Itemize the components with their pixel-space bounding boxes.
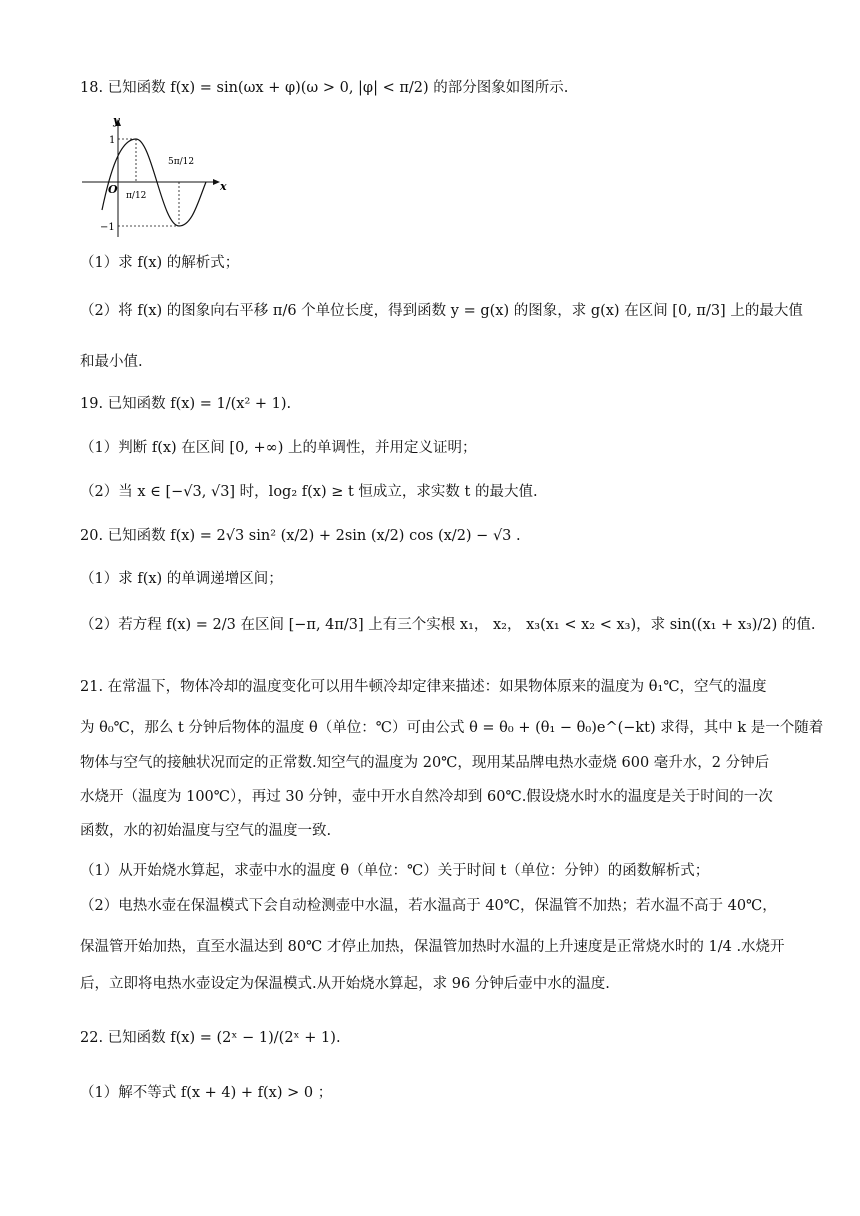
problem-21-line-2: 为 θ₀℃，那么 t 分钟后物体的温度 θ（单位：℃）可由公式 θ = θ₀ + (θ₁ − θ₀)e^(−kt) 求得，其中 k 是一个随着 [80,720,824,736]
origin-label: O [108,183,118,196]
problem-18-figure [80,112,230,242]
y-axis-label: y [113,114,120,127]
tick-pi-over-12-label: π/12 [126,191,147,201]
x-axis-arrow [213,179,220,185]
problem-21-part-1: （1）从开始烧水算起，求壶中水的温度 θ（单位：℃）关于时间 t（单位：分钟）的函数解析式； [80,863,710,879]
sine-graph [80,112,230,242]
problem-18-stem: 18. 已知函数 f(x) = sin(ωx + φ)(ω > 0, |φ| < π/2) 的部分图象如图所示. [80,80,569,96]
problem-21-line-1: 21. 在常温下，物体冷却的温度变化可以用牛顿冷却定律来描述：如果物体原来的温度为 θ₁℃，空气的温度 [80,679,767,695]
problem-21-line-5: 函数，水的初始温度与空气的温度一致. [80,823,332,839]
y-min-label: −1 [100,222,115,233]
problem-21-part-2-line-1: （2）电热水壶在保温模式下会自动检测壶中水温，若水温高于 40℃，保温管不加热；若水温不高于 40℃， [80,898,777,914]
x-axis-label: x [220,180,227,193]
problem-21-part-2-line-3: 后，立即将电热水壶设定为保温模式.从开始烧水算起，求 96 分钟后壶中水的温度. [80,976,610,992]
tick-5pi-over-12-label: 5π/12 [168,157,195,167]
y-max-label: 1 [109,135,116,146]
problem-22-part-1: （1）解不等式 f(x + 4) + f(x) > 0 ； [80,1085,333,1101]
problem-21-line-3: 物体与空气的接触状况而定的正常数.知空气的温度为 20℃，现用某品牌电热水壶烧 600 毫升水，2 分钟后 [80,755,770,771]
problem-20-stem: 20. 已知函数 f(x) = 2√3 sin² (x/2) + 2sin (x/2) cos (x/2) − √3 . [80,528,521,544]
problem-18-part-2-line-1: （2）将 f(x) 的图象向右平移 π/6 个单位长度，得到函数 y = g(x) 的图象，求 g(x) 在区间 [0, π/3] 上的最大值 [80,303,803,319]
problem-22-stem: 22. 已知函数 f(x) = (2ˣ − 1)/(2ˣ + 1). [80,1030,341,1046]
problem-21-part-2-line-2: 保温管开始加热，直至水温达到 80℃ 才停止加热，保温管加热时水温的上升速度是正常烧水时的 1/4 .水烧开 [80,939,785,955]
problem-19-part-1: （1）判断 f(x) 在区间 [0, +∞) 上的单调性，并用定义证明； [80,440,477,456]
problem-19-stem: 19. 已知函数 f(x) = 1/(x² + 1). [80,396,292,412]
problem-18-part-1: （1）求 f(x) 的解析式； [80,255,240,271]
problem-21-line-4: 水烧开（温度为 100℃），再过 30 分钟，壶中开水自然冷却到 60℃.假设烧水时水的温度是关于时间的一次 [80,789,773,805]
problem-20-part-2: （2）若方程 f(x) = 2/3 在区间 [−π, 4π/3] 上有三个实根 x₁， x₂， x₃(x₁ < x₂ < x₃)，求 sin((x₁ + x₃)/2) 的值. [80,617,816,633]
problem-19-part-2: （2）当 x ∈ [−√3, √3] 时，log₂ f(x) ≥ t 恒成立，求实数 t 的最大值. [80,484,538,500]
problem-20-part-1: （1）求 f(x) 的单调递增区间； [80,571,283,587]
problem-18-part-2-line-2: 和最小值. [80,354,143,370]
